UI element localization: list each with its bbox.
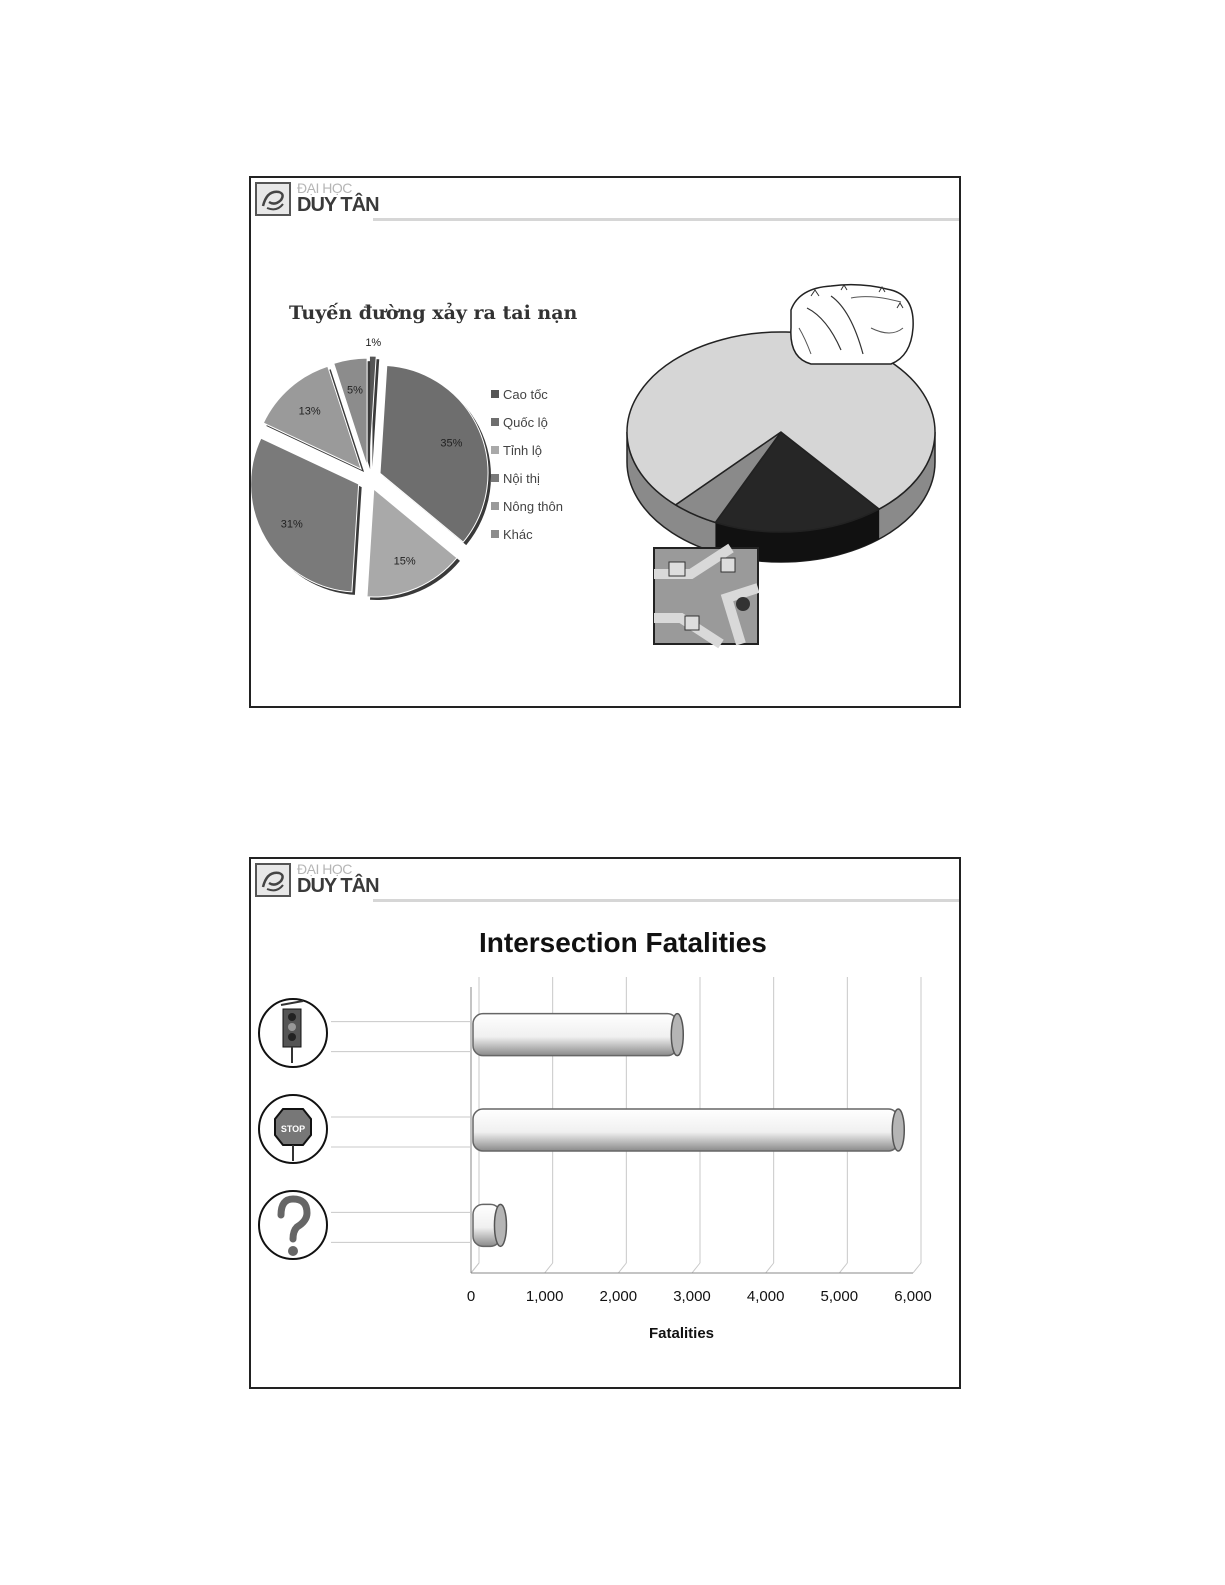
- slide-road-accidents: [249, 176, 961, 708]
- legend-label: Cao tốc: [503, 386, 548, 402]
- logo-text-bottom: DUY TÂN: [297, 194, 379, 216]
- road-landscape-icon: [791, 285, 913, 364]
- legend-label: Quốc lộ: [503, 414, 548, 430]
- x-tick-label: 0: [466, 1288, 476, 1305]
- legend-label: Nội thị: [503, 470, 540, 486]
- pie-chart-title: Tuyến đường xảy ra tai nạn: [289, 302, 578, 324]
- traffic-light-icon: [259, 999, 327, 1067]
- logo-text-top: ĐẠI HỌC: [297, 180, 352, 196]
- legend-label: Nông thôn: [503, 498, 563, 514]
- pie-data-label: 35%: [440, 437, 463, 450]
- slide1-illustrations: [251, 178, 961, 708]
- stop-sign-icon: [259, 1095, 327, 1163]
- x-tick-label: 4,000: [746, 1288, 785, 1305]
- pie-data-label: 15%: [393, 555, 416, 568]
- x-tick-label: 5,000: [820, 1288, 859, 1305]
- x-tick-label: 6,000: [894, 1288, 932, 1305]
- legend-label: Tỉnh lộ: [503, 442, 543, 458]
- category-icons: [251, 859, 961, 1389]
- bar-chart-title: Intersection Fatalities: [479, 927, 767, 958]
- pie-data-label: 1%: [365, 337, 382, 350]
- x-axis-title: Fatalities: [649, 1325, 715, 1342]
- logo-text-bottom: DUY TÂN: [297, 875, 379, 897]
- pie-data-label: 13%: [298, 405, 321, 418]
- x-tick-label: 3,000: [673, 1288, 711, 1305]
- x-tick-label: 1,000: [525, 1288, 564, 1305]
- x-tick-label: 2,000: [599, 1288, 638, 1305]
- question-mark-icon: [259, 1191, 327, 1259]
- intersection-map-icon: [654, 548, 758, 644]
- pie-data-label: 31%: [280, 518, 303, 531]
- pie-data-label: 5%: [347, 384, 363, 397]
- legend-label: Khác: [503, 526, 533, 542]
- slide-intersection-fatalities: [249, 857, 961, 1389]
- stop-sign-text: STOP: [280, 1124, 306, 1134]
- logo-text-top: ĐẠI HỌC: [297, 861, 352, 877]
